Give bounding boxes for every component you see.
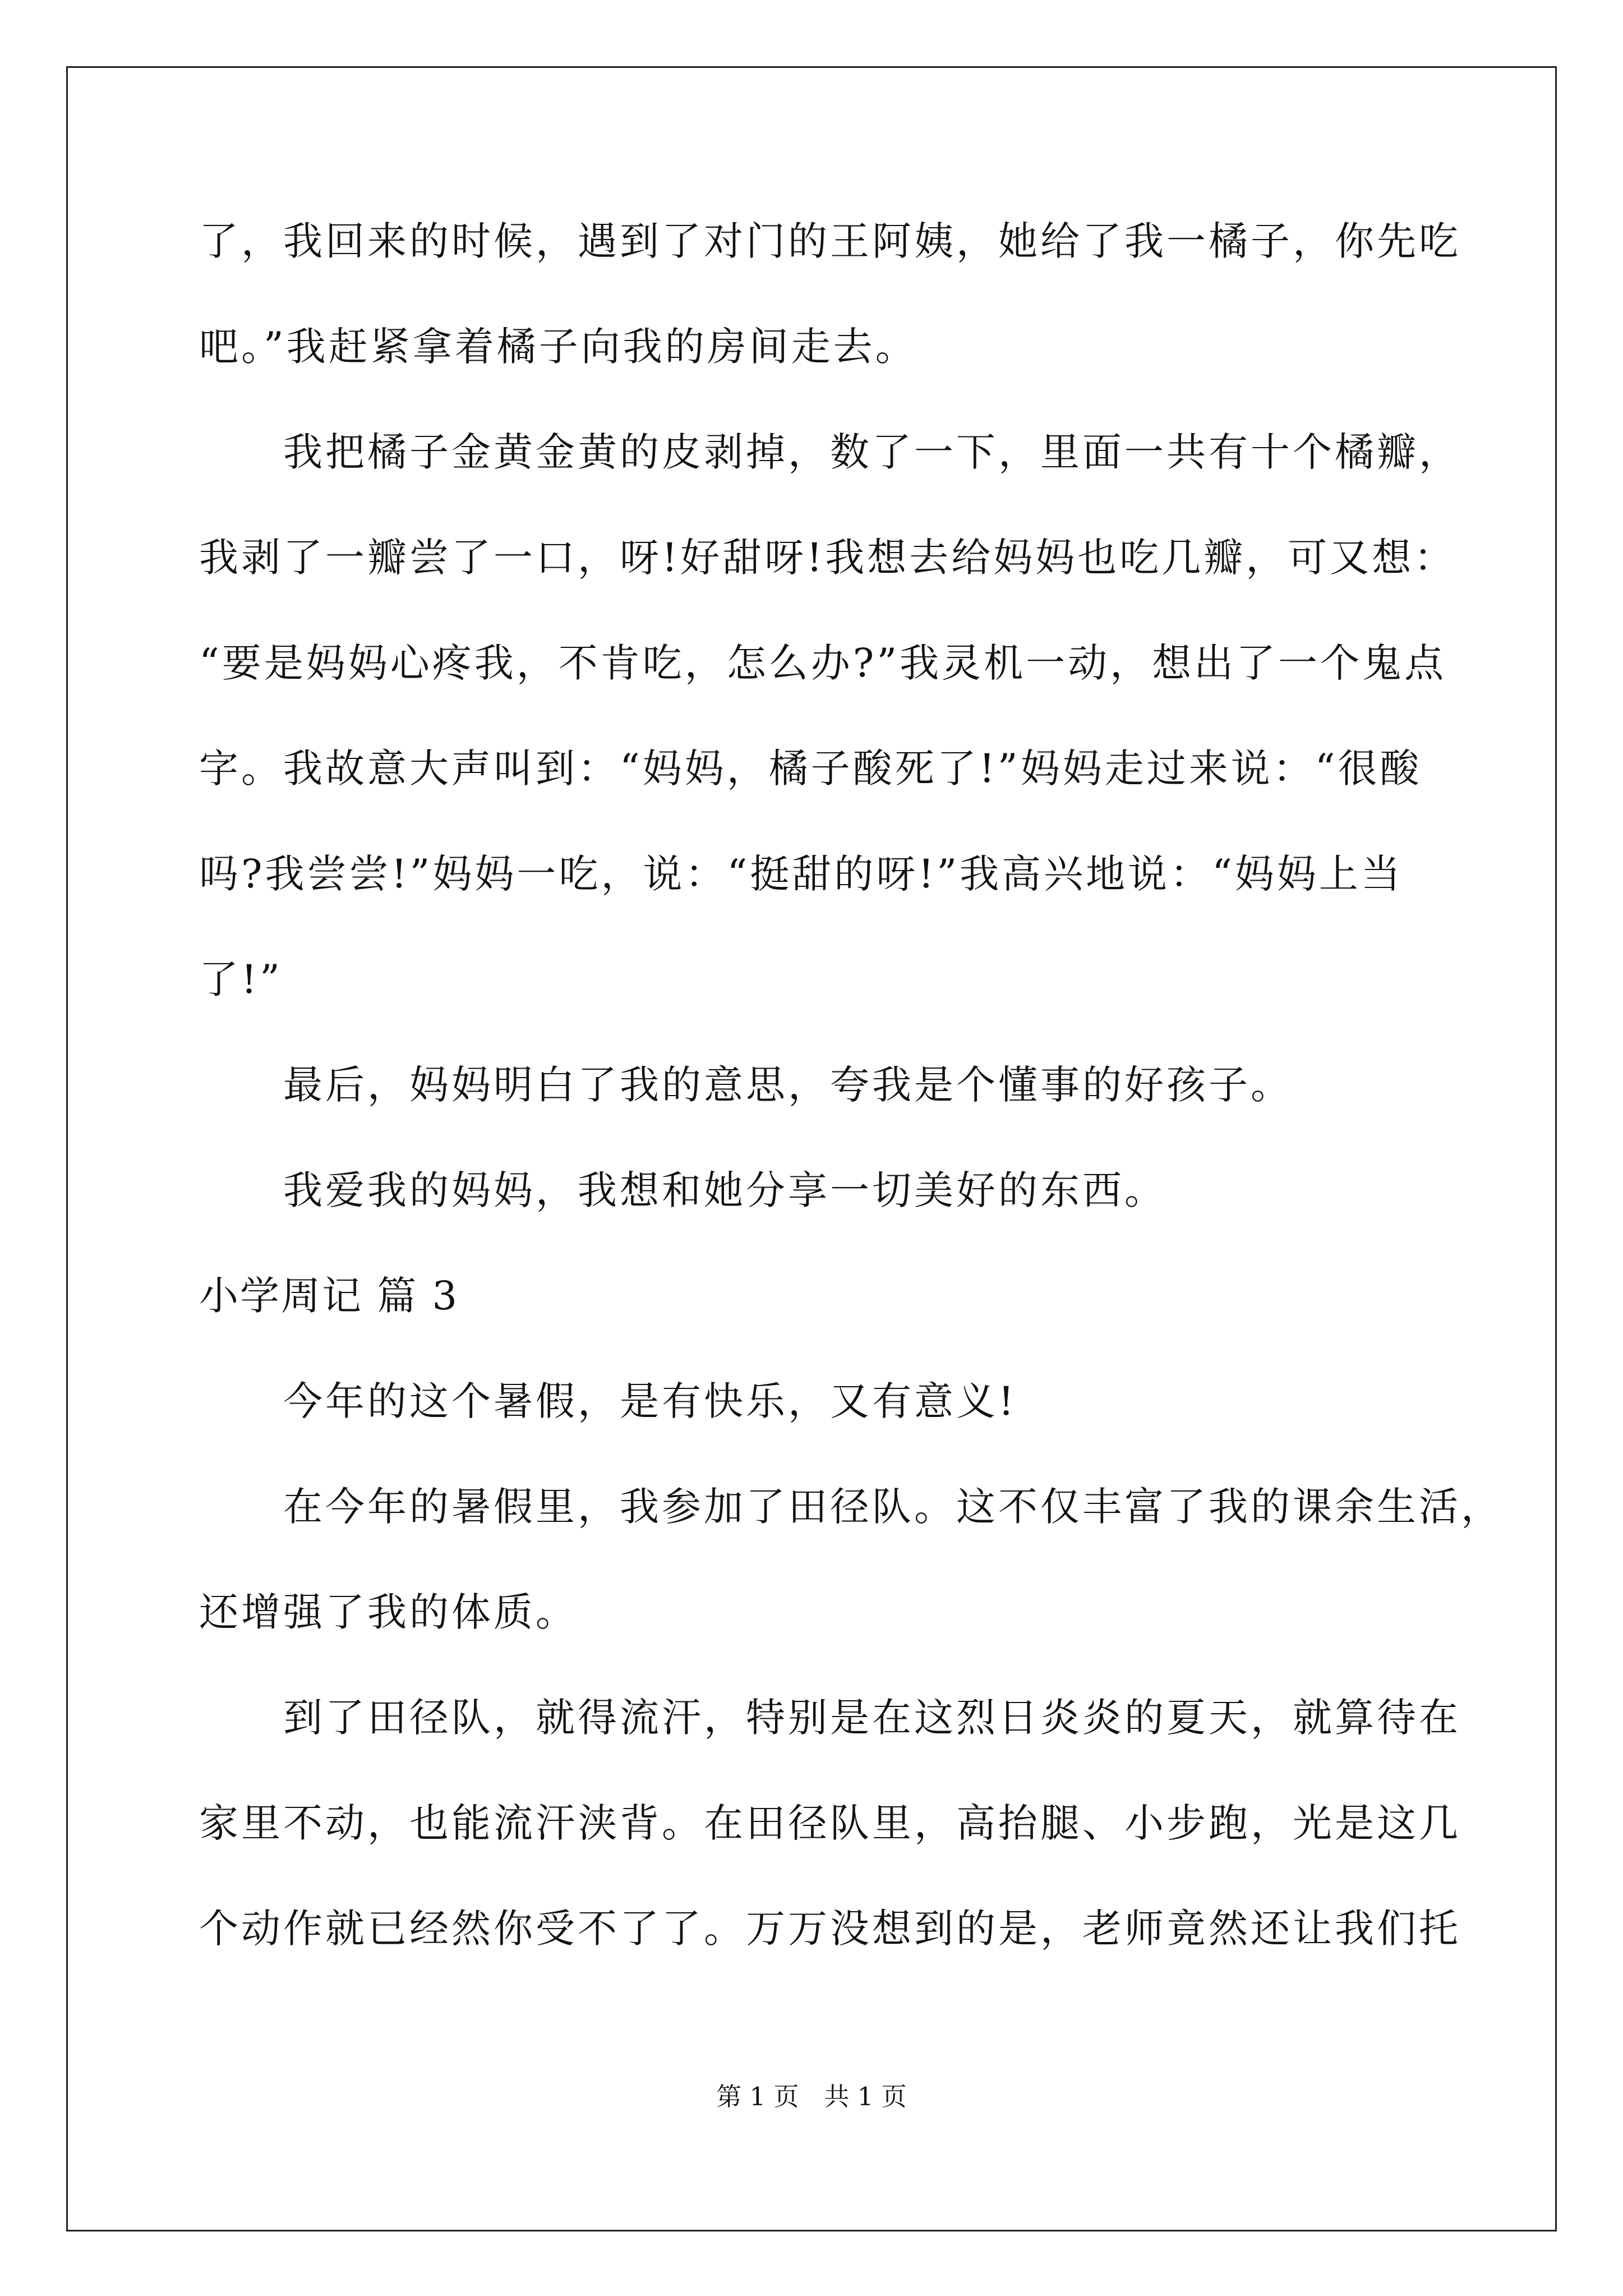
paragraph-start-line: 我把橘子金黄金黄的皮剥掉，数了一下，里面一共有十个橘瓣， bbox=[283, 429, 1461, 475]
text-line: 了，我回来的时候，遇到了对门的王阿姨，她给了我一橘子，你先吃 bbox=[199, 218, 1461, 264]
paragraph-start-line: 在今年的暑假里，我参加了田径队。这不仅丰富了我的课余生活， bbox=[283, 1484, 1503, 1530]
text-line: 还增强了我的体质。 bbox=[199, 1589, 578, 1635]
document-body bbox=[199, 218, 1503, 2014]
text-line: 吗?我尝尝!”妈妈一吃，说：“挺甜的呀!”我高兴地说：“妈妈上当 bbox=[199, 851, 1403, 897]
page-footer: 第 1 页 共 1 页 bbox=[716, 2082, 907, 2111]
text-line: 我剥了一瓣尝了一口，呀!好甜呀!我想去给妈妈也吃几瓣，可又想： bbox=[199, 535, 1456, 581]
text-line: 个动作就已经然你受不了了。万万没想到的是，老师竟然还让我们托 bbox=[199, 1906, 1461, 1952]
section-heading: 小学周记 篇 3 bbox=[199, 1273, 459, 1319]
text-line: 吧。”我赶紧拿着橘子向我的房间走去。 bbox=[199, 324, 917, 370]
paragraph-start-line: 今年的这个暑假，是有快乐，又有意义! bbox=[283, 1378, 1017, 1424]
text-line: “要是妈妈心疼我，不肯吃，怎么办?”我灵机一动，想出了一个鬼点 bbox=[199, 640, 1447, 686]
paragraph-start-line: 到了田径队，就得流汗，特别是在这烈日炎炎的夏天，就算待在 bbox=[283, 1695, 1461, 1741]
text-line: 了!” bbox=[199, 956, 283, 1002]
paragraph-start-line: 最后，妈妈明白了我的意思，夸我是个懂事的好孩子。 bbox=[283, 1062, 1293, 1108]
text-line: 字。我故意大声叫到：“妈妈，橘子酸死了!”妈妈走过来说：“很酸 bbox=[199, 746, 1422, 792]
paragraph-start-line: 我爱我的妈妈，我想和她分享一切美好的东西。 bbox=[283, 1167, 1166, 1213]
text-line: 家里不动，也能流汗浃背。在田径队里，高抬腿、小步跑，光是这几 bbox=[199, 1800, 1461, 1846]
